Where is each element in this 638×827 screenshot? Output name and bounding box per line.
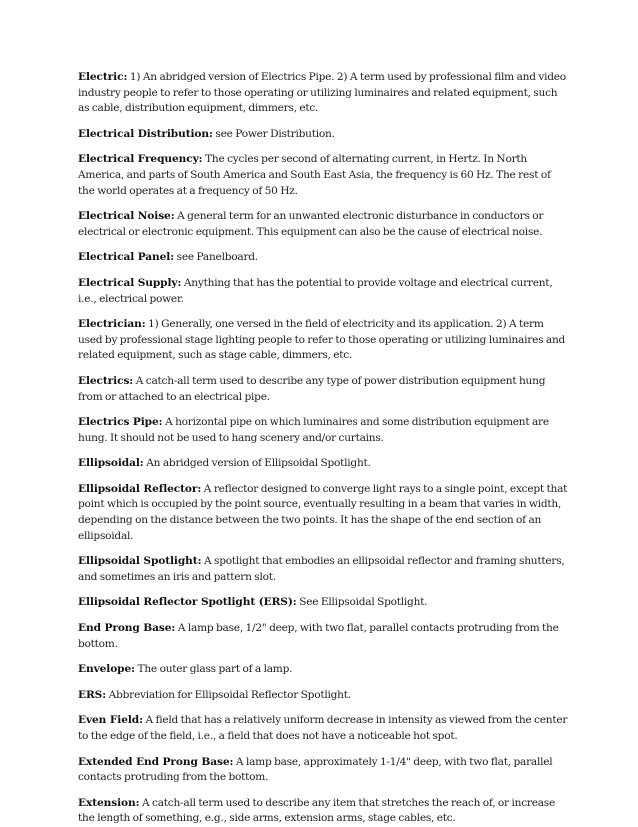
entry-definition: A catch-all term used to describe any item that stretches the reach of, or increase the length of something, e.g., side arms, extension arms, stage cables, etc. [78, 796, 555, 825]
glossary-entry [78, 276, 568, 307]
glossary-entry [78, 70, 568, 117]
entry-definition: The cycles per second of alternating current, in Hertz. In North America, and parts of South America and South East Asia, the frequency is 60 Hz. The rest of the world operates at a frequency of 50 Hz. [78, 153, 551, 197]
entry-term: Electrical Supply: [78, 276, 182, 289]
entry-definition: see Power Distribution. [215, 127, 335, 140]
glossary-entry [78, 621, 568, 652]
entry-definition: 1) An abridged version of Electrics Pipe. 2) A term used by professional film and video industry people to refer to those operating or utilizing luminaires and related equipment, such as cable, distribution equipment, dimmers, etc. [78, 71, 566, 115]
entry-definition: A general term for an unwanted electronic disturbance in conductors or electrical or electronic equipment. This equipment can also be the cause of electrical noise. [78, 210, 544, 238]
glossary-entry [78, 374, 568, 405]
entry-definition: A lamp base, approximately 1-1/4" deep, with two flat, parallel contacts protruding from the bottom. [78, 755, 553, 784]
glossary-entry [78, 796, 568, 827]
entry-term: Electrical Distribution: [78, 127, 213, 140]
glossary-entry [78, 456, 568, 472]
glossary-entry [78, 317, 568, 364]
glossary-entry [78, 688, 568, 704]
entry-definition: A horizontal pipe on which luminaires and some distribution equipment are hung. It should not be used to hang scenery and/or curtains. [78, 416, 549, 444]
entry-definition: A field that has a relatively uniform decrease in intensity as viewed from the center to the edge of the field, i.e., a field that does not have a noticeable hot spot. [78, 714, 568, 742]
glossary-entry [78, 595, 568, 611]
entry-term: Ellipsoidal Reflector: [78, 482, 202, 495]
entry-definition: Anything that has the potential to provide voltage and electrical current, i.e., electrical power. [78, 276, 553, 305]
entry-definition: A spotlight that embodies an ellipsoidal reflector and framing shutters, and sometimes an iris and pattern slot. [78, 555, 565, 583]
entry-term: Electrical Noise: [78, 210, 175, 223]
entry-term: Electrical Frequency: [78, 153, 203, 166]
entry-definition: A reflector designed to converge light rays to a single point, except that point which is occupied by the point source, eventually resulting in a beam that varies in width, depending on the distance between the two points. It has the shape of the end section of an ellipsoidal. [78, 482, 568, 542]
entry-definition: A catch-all term used to describe any type of power distribution equipment hung from or attached to an electrical pipe. [78, 374, 546, 403]
entry-term: Extension: [78, 796, 140, 809]
entry-term: Ellipsoidal Spotlight: [78, 555, 202, 568]
entry-term: Envelope: [78, 663, 135, 676]
entry-definition: Abbreviation for Ellipsoidal Reflector Spotlight. [108, 688, 351, 701]
entry-term: Extended End Prong Base: [78, 755, 234, 768]
entry-term: End Prong Base: [78, 622, 176, 635]
entry-definition: The outer glass part of a lamp. [137, 663, 293, 676]
entry-term: ERS: [78, 688, 107, 701]
entry-term: Ellipsoidal Reflector Spotlight (ERS): [78, 596, 297, 609]
entry-term: Ellipsoidal: [78, 457, 144, 470]
glossary-entry [78, 755, 568, 786]
glossary-entry [78, 662, 568, 678]
entry-definition: 1) Generally, one versed in the field of electricity and its application. 2) A term used by professional stage lighting people to refer to those operating or utilizing luminaires and related equipment, such as stage cable, dimmers, etc. [78, 318, 566, 362]
glossary-entry [78, 209, 568, 240]
glossary-entry [78, 415, 568, 446]
entry-definition: see Panelboard. [176, 251, 258, 264]
entry-definition: A lamp base, 1/2" deep, with two flat, parallel contacts protruding from the bottom. [78, 622, 559, 650]
entry-definition: An abridged version of Ellipsoidal Spotlight. [146, 457, 371, 470]
entry-term: Electrician: [78, 318, 146, 331]
entry-term: Electrical Panel: [78, 251, 175, 264]
entry-term: Electrics: [78, 374, 134, 387]
glossary-entry [78, 250, 568, 266]
glossary-entry [78, 127, 568, 143]
glossary-entry [78, 554, 568, 585]
glossary-entry [78, 482, 568, 544]
glossary-entry [78, 713, 568, 744]
entry-term: Electric: [78, 71, 128, 83]
entry-term: Even Field: [78, 714, 143, 727]
entry-definition: See Ellipsoidal Spotlight. [299, 596, 428, 609]
entry-term: Electrics Pipe: [78, 416, 163, 429]
glossary-entry [78, 152, 568, 199]
